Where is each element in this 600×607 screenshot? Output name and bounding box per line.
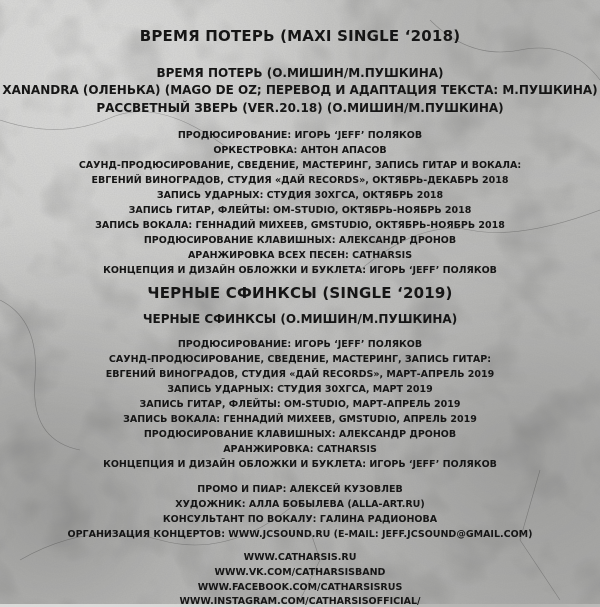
single-1-credit: ЕВГЕНИЙ ВИНОГРАДОВ, СТУДИЯ «ДАЙ RECORDS», ОКТЯБРЬ-ДЕКАБРЬ 2018 [91, 175, 509, 186]
staff-credit: ХУДОЖНИК: АЛЛА БОБЫЛЕВА (ALLA-ART.RU) [175, 499, 425, 510]
single-2-credit: ЗАПИСЬ ГИТАР, ФЛЕЙТЫ: OM-STUDIO, МАРТ-АПРЕЛЬ 2019 [139, 399, 461, 410]
staff-credit: КОНСУЛЬТАНТ ПО ВОКАЛУ: ГАЛИНА РАДИОНОВА [162, 514, 438, 525]
vk-link: WWW.VK.COM/CATHARSISBAND [214, 567, 386, 578]
single-1-credit: АРАНЖИРОВКА ВСЕХ ПЕСЕН: CATHARSIS [187, 250, 413, 261]
single-2-title: ЧЕРНЫЕ СФИНКСЫ (SINGLE ‘2019) [147, 284, 453, 302]
staff-credit: ОРГАНИЗАЦИЯ КОНЦЕРТОВ: WWW.JCSOUND.RU (E-MAIL: JEFF.JCSOUND@GMAIL.COM) [67, 529, 533, 540]
single-2-credit: ЗАПИСЬ УДАРНЫХ: СТУДИЯ 30ХГСА, МАРТ 2019 [167, 384, 433, 395]
single-1-credit: ОРКЕСТРОВКА: АНТОН АПАСОВ [213, 145, 387, 156]
single-1-credit: ЗАПИСЬ УДАРНЫХ: СТУДИЯ 30ХГСА, ОКТЯБРЬ 2018 [156, 190, 444, 201]
facebook-link: WWW.FACEBOOK.COM/CATHARSISRUS [197, 582, 403, 593]
single-1-credit: ПРОДЮСИРОВАНИЕ КЛАВИШНЫХ: АЛЕКСАНДР ДРОНОВ [143, 235, 457, 246]
single-1-track: РАССВЕТНЫЙ ЗВЕРЬ (VER.20.18) (О.МИШИН/М.ПУШКИНА) [96, 101, 504, 115]
single-2-credit: КОНЦЕПЦИЯ И ДИЗАЙН ОБЛОЖКИ И БУКЛЕТА: ИГОРЬ ‘JEFF’ ПОЛЯКОВ [103, 459, 497, 470]
single-1-credit: ПРОДЮСИРОВАНИЕ: ИГОРЬ ‘JEFF’ ПОЛЯКОВ [177, 130, 423, 141]
single-2-credit: АРАНЖИРОВКА: CATHARSIS [223, 444, 377, 455]
single-2-credit: ПРОДЮСИРОВАНИЕ КЛАВИШНЫХ: АЛЕКСАНДР ДРОНОВ [143, 429, 457, 440]
single-1-credit: КОНЦЕПЦИЯ И ДИЗАЙН ОБЛОЖКИ И БУКЛЕТА: ИГОРЬ ‘JEFF’ ПОЛЯКОВ [103, 265, 497, 276]
single-2-credit: ЕВГЕНИЙ ВИНОГРАДОВ, СТУДИЯ «ДАЙ RECORDS», МАРТ-АПРЕЛЬ 2019 [105, 369, 495, 380]
single-2-track: ЧЕРНЫЕ СФИНКСЫ (О.МИШИН/М.ПУШКИНА) [142, 312, 458, 326]
single-1-title: ВРЕМЯ ПОТЕРЬ (MAXI SINGLE ‘2018) [139, 27, 461, 45]
single-2-credit: САУНД-ПРОДЮСИРОВАНИЕ, СВЕДЕНИЕ, МАСТЕРИНГ, ЗАПИСЬ ГИТАР: [108, 354, 492, 365]
single-1-credit: САУНД-ПРОДЮСИРОВАНИЕ, СВЕДЕНИЕ, МАСТЕРИНГ, ЗАПИСЬ ГИТАР И ВОКАЛА: [78, 160, 522, 171]
instagram-link: WWW.INSTAGRAM.COM/CATHARSISOFFICIAL/ [179, 596, 421, 607]
single-1-credit: ЗАПИСЬ ГИТАР, ФЛЕЙТЫ: OM-STUDIO, ОКТЯБРЬ-НОЯБРЬ 2018 [128, 205, 472, 216]
single-2-credit: ЗАПИСЬ ВОКАЛА: ГЕННАДИЙ МИХЕЕВ, GMSTUDIO, АПРЕЛЬ 2019 [123, 414, 477, 425]
staff-credit: ПРОМО И ПИАР: АЛЕКСЕЙ КУЗОВЛЕВ [197, 484, 403, 495]
single-1-track: XANANDRA (ОЛЕНЬКА) (MAGO DE OZ; ПЕРЕВОД И АДАПТАЦИЯ ТЕКСТА: М.ПУШКИНА) [2, 83, 598, 97]
single-1-track: ВРЕМЯ ПОТЕРЬ (О.МИШИН/М.ПУШКИНА) [156, 66, 444, 80]
single-2-credit: ПРОДЮСИРОВАНИЕ: ИГОРЬ ‘JEFF’ ПОЛЯКОВ [177, 339, 423, 350]
single-1-credit: ЗАПИСЬ ВОКАЛА: ГЕННАДИЙ МИХЕЕВ, GMSTUDIO, ОКТЯБРЬ-НОЯБРЬ 2018 [95, 220, 505, 231]
website-link: WWW.CATHARSIS.RU [243, 552, 357, 563]
